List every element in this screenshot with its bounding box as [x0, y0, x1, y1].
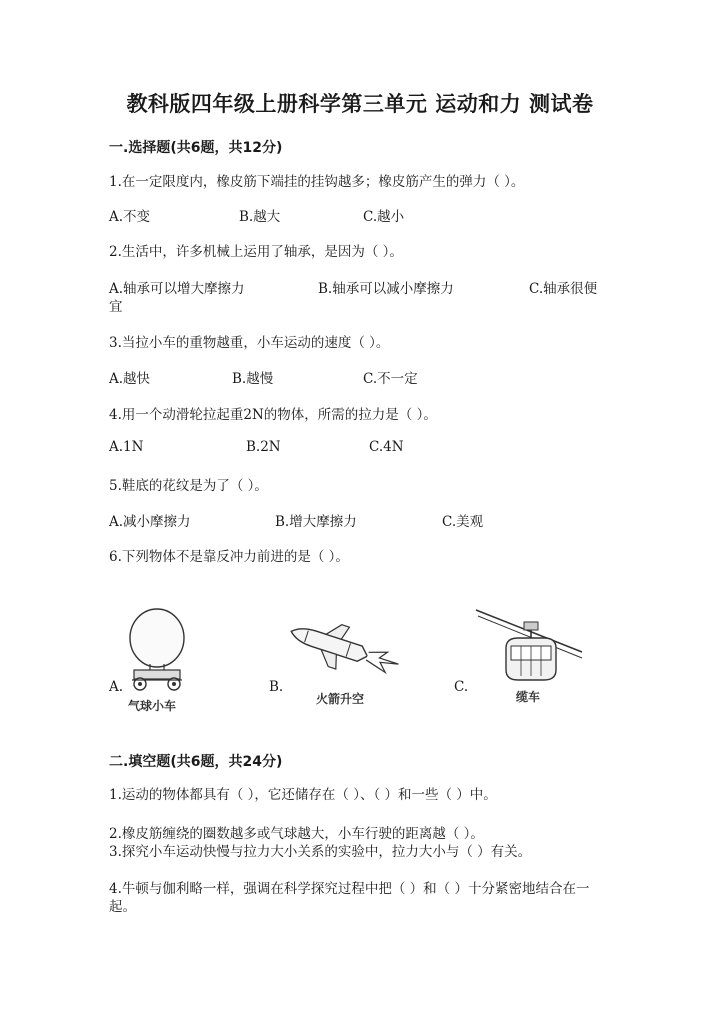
q4-option-c: C.4N [369, 439, 404, 455]
fill-question-1: 1.运动的物体都具有（ ），它还储存在（ ）、（ ）和一些（ ）中。 [109, 787, 497, 803]
q6-option-a: A. [109, 679, 124, 695]
question-1: 1.在一定限度内，橡皮筋下端挂的挂钩越多；橡皮筋产生的弹力（ ）。 [109, 174, 525, 190]
caption-rocket: 火箭升空 [316, 692, 365, 706]
q4-option-a: A.1N [109, 439, 144, 455]
q3-option-c: C.不一定 [363, 371, 418, 387]
q1-option-b: B.越大 [239, 209, 281, 225]
balloon-car-image [124, 608, 194, 696]
page-title: 教科版四年级上册科学第三单元 运动和力 测试卷 [126, 92, 594, 116]
q5-option-c: C.美观 [442, 514, 484, 530]
question-3: 3.当拉小车的重物越重，小车运动的速度（ ）。 [109, 335, 390, 351]
fill-question-2: 2.橡皮筋缠绕的圈数越多或气球越大，小车行驶的距离越（ ）。 [109, 826, 484, 842]
q5-option-b: B.增大摩擦力 [275, 514, 357, 530]
caption-cable-car: 缆车 [516, 690, 541, 704]
balloon-car-icon [124, 608, 194, 696]
question-2: 2.生活中，许多机械上运用了轴承，是因为（ ）。 [109, 244, 403, 260]
q6-option-b: B. [269, 679, 284, 695]
caption-balloon-car: 气球小车 [128, 699, 177, 713]
question-6: 6.下列物体不是靠反冲力前进的是（ ）。 [109, 549, 349, 565]
cable-car-image [474, 600, 584, 684]
q6-option-c: C. [454, 679, 469, 695]
rocket-icon [282, 620, 412, 688]
question-5: 5.鞋底的花纹是为了（ ）。 [109, 478, 268, 494]
question-4: 4.用一个动滑轮拉起重2N的物体，所需的拉力是（ ）。 [109, 407, 437, 423]
rocket-image [282, 620, 412, 688]
q2-option-c: C.轴承很便 [529, 281, 598, 297]
q3-option-b: B.越慢 [232, 371, 274, 387]
q4-option-b: B.2N [246, 439, 281, 455]
cable-car-icon [474, 600, 584, 684]
section-heading-fill-blank: 二.填空题(共6题，共24分) [109, 754, 283, 770]
q2-option-a: A.轴承可以增大摩擦力 [109, 281, 245, 297]
q2-option-b: B.轴承可以减小摩擦力 [318, 281, 454, 297]
q3-option-a: A.越快 [109, 371, 151, 387]
q5-option-a: A.减小摩擦力 [109, 514, 191, 530]
fill-question-3: 3.探究小车运动快慢与拉力大小关系的实验中，拉力大小与（ ）有关。 [109, 844, 532, 860]
fill-question-4: 4.牛顿与伽利略一样，强调在科学探究过程中把（ ）和（ ）十分紧密地结合在一起。 [109, 881, 590, 915]
section-heading-choice: 一.选择题(共6题，共12分) [109, 140, 283, 156]
q2-option-c-continued: 宜 [109, 299, 123, 315]
q1-option-c: C.越小 [363, 209, 405, 225]
q1-option-a: A.不变 [109, 209, 151, 225]
